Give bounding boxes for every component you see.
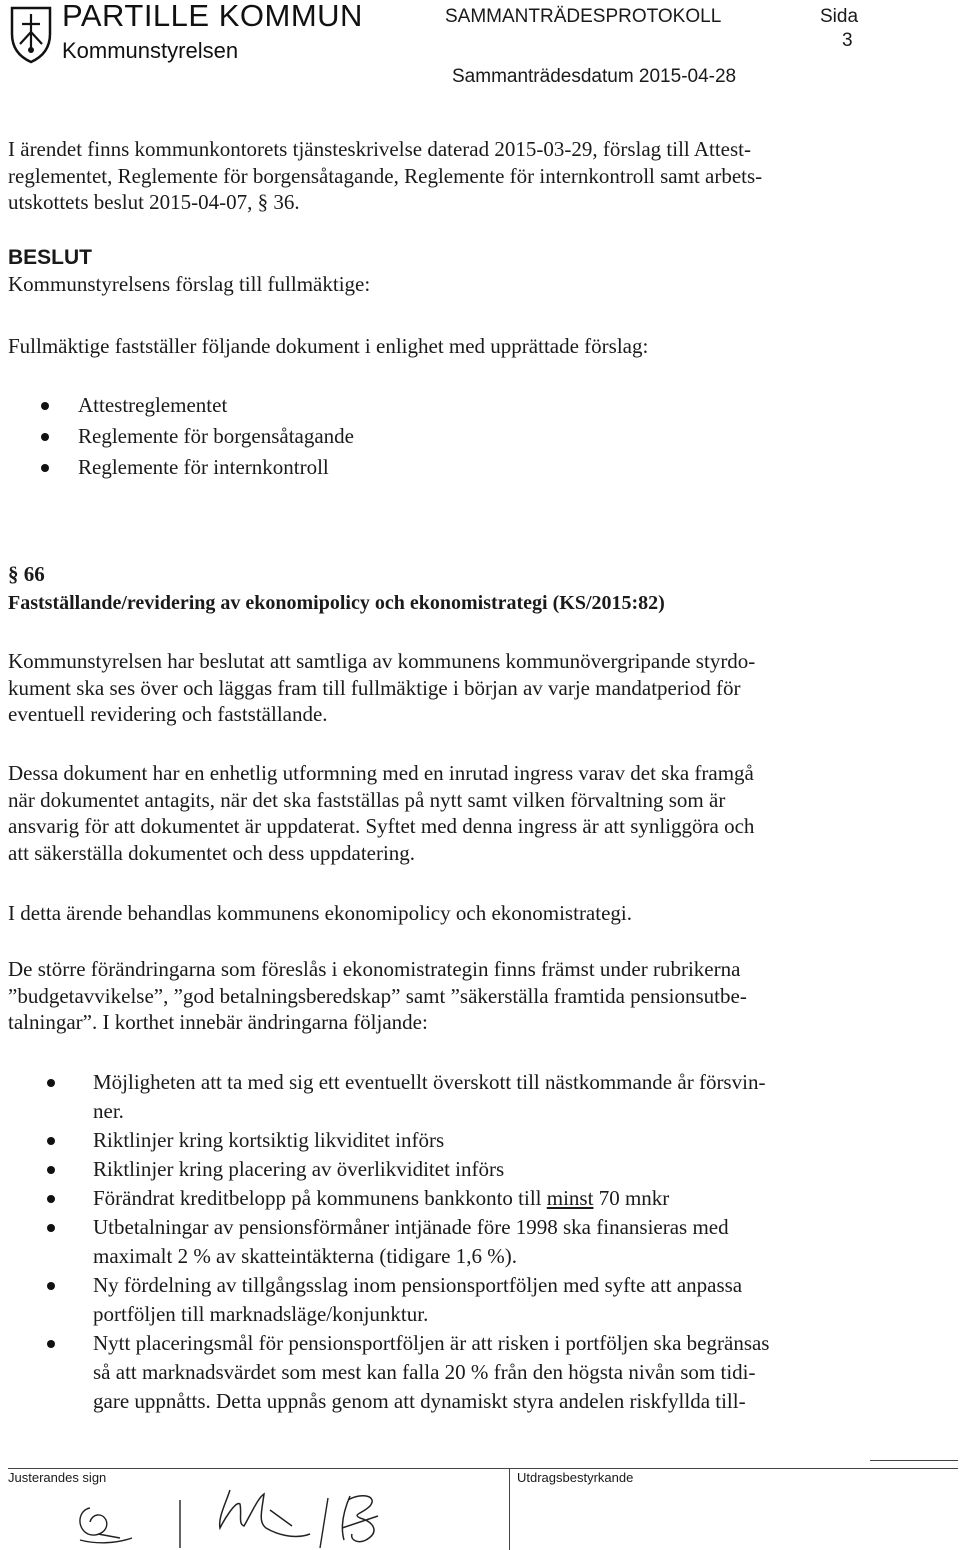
- intro-line: utskottets beslut 2015-04-07, § 36.: [8, 190, 300, 214]
- footer-divider-line-right: [870, 1460, 958, 1461]
- page-number: 3: [842, 30, 853, 51]
- section-paragraph-1: [8, 648, 908, 728]
- list-item-text-end: 70 mnkr: [593, 1186, 670, 1210]
- handwritten-signatures: [40, 1470, 500, 1550]
- paragraph-line: De större förändringarna som föreslås i ekonomistrategin finns främst under rubrikerna: [8, 957, 741, 981]
- list-item-text: Riktlinjer kring placering av överlikviditet införs: [93, 1157, 505, 1181]
- list-item-text: Attestreglementet: [78, 393, 228, 417]
- section-paragraph-3: I detta ärende behandlas kommunens ekonomipolicy och ekonomistrategi.: [8, 901, 632, 925]
- footer-divider-line: [8, 1468, 958, 1469]
- list-item: [30, 1271, 769, 1329]
- changes-list: [30, 1068, 769, 1416]
- organization-unit: Kommunstyrelsen: [62, 38, 239, 63]
- document-type: SAMMANTRÄDESPROTOKOLL: [445, 6, 722, 27]
- bullet-icon: [41, 464, 49, 472]
- list-item: [30, 1213, 769, 1271]
- document-list: [30, 390, 354, 483]
- bullet-icon: [47, 1282, 55, 1290]
- beslut-heading: BESLUT: [8, 246, 92, 269]
- list-item-text: Riktlinjer kring kortsiktig likviditet införs: [93, 1128, 445, 1152]
- list-item-text: Utbetalningar av pensionsförmåner intjänade före 1998 ska finansieras med: [93, 1215, 729, 1239]
- bullet-icon: [47, 1137, 55, 1145]
- bullet-icon: [41, 402, 49, 410]
- paragraph-line: kument ska ses över och läggas fram till fullmäktige i början av varje mandatperiod för: [8, 675, 741, 700]
- list-item: [30, 1329, 769, 1416]
- bullet-icon: [41, 433, 49, 441]
- list-item-text: så att marknadsvärdet som mest kan falla 20 % från den högsta nivån som tidi-: [93, 1360, 756, 1384]
- meeting-date: Sammanträdesdatum 2015-04-28: [452, 66, 737, 87]
- list-item-text: Reglemente för borgensåtagande: [78, 424, 355, 448]
- section-paragraph-2: [8, 760, 908, 866]
- list-item: [30, 1155, 769, 1184]
- page-label: Sida: [820, 6, 859, 27]
- footer-column-divider: [509, 1468, 510, 1550]
- beslut-proposal: Kommunstyrelsens förslag till fullmäktige:: [8, 272, 371, 296]
- municipality-crest-icon: [6, 4, 56, 64]
- list-item-text: [93, 1184, 769, 1213]
- list-item-text: Nytt placeringsmål för pensionsportföljen är att risken i portföljen ska begränsas: [93, 1331, 770, 1355]
- list-item-text-start: Förändrat kreditbelopp på kommunens bankkonto till: [93, 1186, 547, 1210]
- paragraph-line: ”budgetavvikelse”, ”god betalningsberedskap” samt ”säkerställa framtida pensionsutbe-: [8, 983, 747, 1008]
- paragraph-line: att säkerställa dokumentet och dess uppdatering.: [8, 840, 416, 865]
- section-title: Fastställande/revidering av ekonomipolicy och ekonomistrategi (KS/2015:82): [8, 592, 665, 614]
- paragraph-line: Dessa dokument har en enhetlig utformning med en inrutad ingress varav det ska framgå: [8, 761, 754, 785]
- section-number: § 66: [8, 562, 45, 586]
- list-item: [30, 1068, 769, 1126]
- list-item-text: portföljen till marknadsläge/konjunktur.: [93, 1302, 429, 1326]
- utdragsbestyrkande-label: Utdragsbestyrkande: [517, 1470, 634, 1485]
- organization-name: PARTILLE KOMMUN: [62, 0, 363, 33]
- list-item-text: gare uppnåtts. Detta uppnås genom att dynamiskt styra andelen riskfyllda till-: [93, 1389, 746, 1413]
- justerandes-sign-label: Justerandes sign: [8, 1470, 107, 1485]
- bullet-icon: [47, 1340, 55, 1348]
- paragraph-line: Kommunstyrelsen har beslutat att samtliga av kommunens kommunövergripande styrdo-: [8, 649, 756, 673]
- paragraph-line: ansvarig för att dokumentet är uppdaterat. Syftet med denna ingress är att synliggöra och: [8, 814, 755, 838]
- beslut-statement: Fullmäktige fastställer följande dokument i enlighet med upprättade förslag:: [8, 334, 649, 358]
- bullet-icon: [47, 1224, 55, 1232]
- bullet-icon: [47, 1195, 55, 1203]
- list-item-text: Reglemente för internkontroll: [78, 455, 329, 479]
- intro-line: reglementet, Reglemente för borgensåtagande, Reglemente för internkontroll samt arbets-: [8, 163, 763, 188]
- paragraph-line: när dokumentet antagits, när det ska fastställas på nytt samt vilken förvaltning som är: [8, 787, 726, 812]
- list-item-text: ner.: [93, 1099, 124, 1123]
- intro-line: I ärendet finns kommunkontorets tjänsteskrivelse daterad 2015-03-29, förslag till Attest-: [8, 137, 751, 161]
- list-item-text: Ny fördelning av tillgångsslag inom pensionsportföljen med syfte att anpassa: [93, 1273, 743, 1297]
- intro-paragraph: [8, 136, 908, 216]
- paragraph-line: talningar”. I korthet innebär ändringarna följande:: [8, 1010, 428, 1034]
- bullet-icon: [47, 1166, 55, 1174]
- bullet-icon: [47, 1079, 55, 1087]
- list-item: [30, 1184, 769, 1213]
- section-paragraph-4: [8, 956, 908, 1036]
- paragraph-line: eventuell revidering och fastställande.: [8, 702, 328, 726]
- list-item: [30, 390, 354, 421]
- list-item: [30, 1126, 769, 1155]
- list-item: [30, 421, 354, 452]
- list-item-text: Möjligheten att ta med sig ett eventuellt överskott till nästkommande år försvin-: [93, 1070, 766, 1094]
- list-item: [30, 452, 354, 483]
- list-item-text: maximalt 2 % av skatteintäkterna (tidigare 1,6 %).: [93, 1244, 517, 1268]
- emphasis-text: minst: [546, 1186, 594, 1210]
